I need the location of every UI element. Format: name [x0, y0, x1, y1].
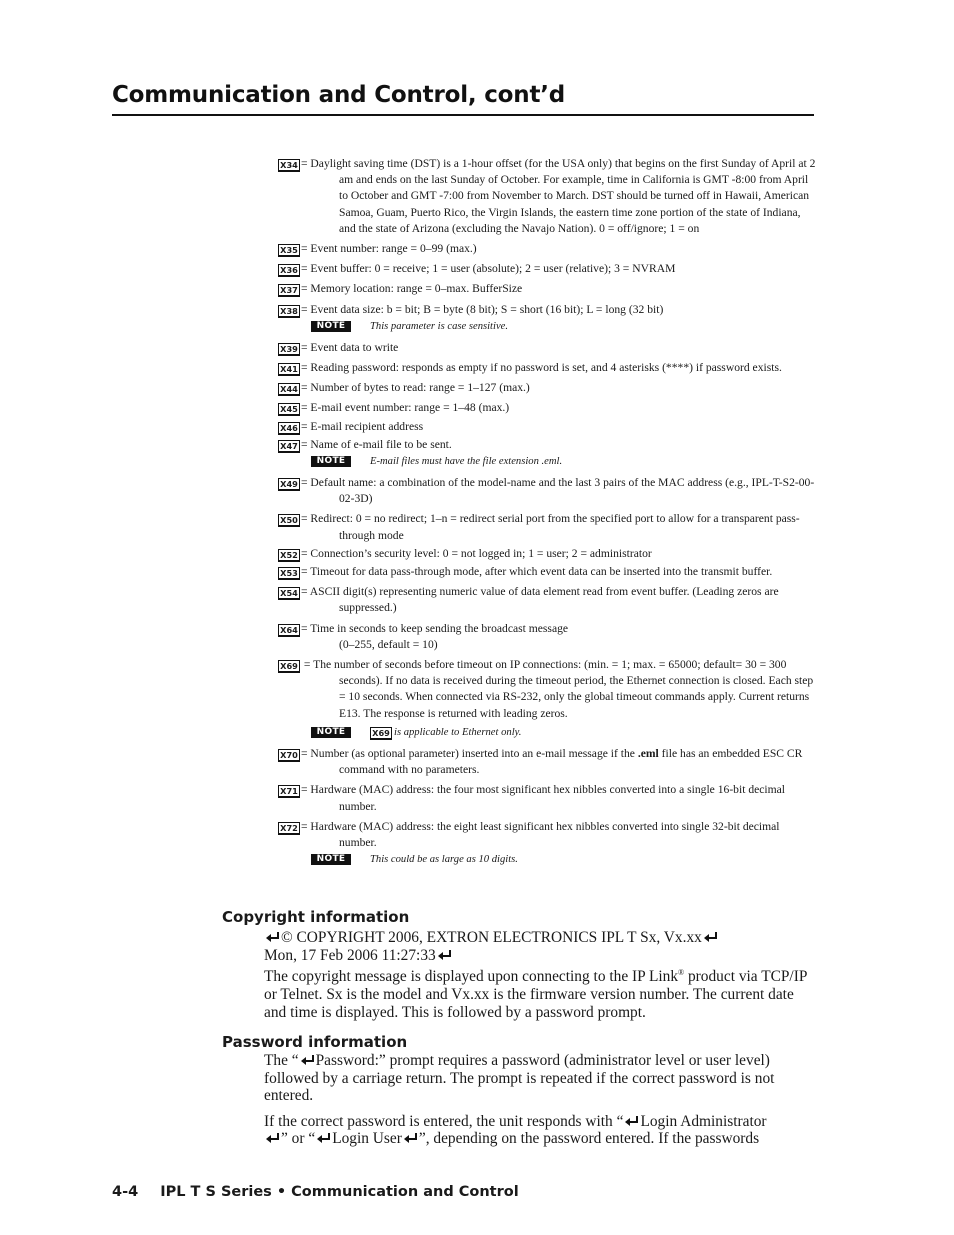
var-tag: X53: [278, 567, 300, 580]
page-title: Communication and Control, cont’d: [112, 82, 566, 108]
var-x50: [278, 511, 818, 543]
var-tag: X34: [278, 159, 300, 172]
var-x36: [278, 261, 818, 277]
var-text: = Default name: a combination of the model-name and the last 3 pairs of the MAC address (e.g., IPL-T-S2-00-02-3D): [301, 476, 815, 506]
return-arrow-icon: [403, 1132, 418, 1144]
var-tag: X49: [278, 478, 300, 491]
var-tag: X44: [278, 383, 300, 396]
copyright-section: [264, 929, 816, 1021]
note-x72: [278, 853, 818, 867]
var-tag: X46: [278, 422, 300, 435]
header-rule: [112, 114, 814, 116]
page-number: 4-4: [112, 1184, 139, 1200]
var-x54: [278, 584, 818, 616]
var-tag: X39: [278, 343, 300, 356]
var-x70: [278, 746, 818, 778]
var-text: = Timeout for data pass-through mode, after which event data can be inserted into the transmit buffer.: [301, 565, 773, 579]
var-x46: [278, 419, 818, 435]
copyright-paragraph-end: product via TCP/IP or Telnet. Sx is the model and Vx.xx is the firmware version number. The current date and time is displayed. This is followed by a password prompt.: [264, 968, 807, 1021]
var-tag: X36: [278, 264, 300, 277]
page-footer: [112, 1184, 519, 1200]
var-tag: X35: [278, 244, 300, 257]
note-badge: NOTE: [311, 456, 351, 467]
note-text: is applicable to Ethernet only.: [394, 726, 522, 738]
var-x35: [278, 241, 818, 257]
var-tag: X69: [278, 660, 300, 673]
var-tag: X71: [278, 785, 300, 798]
note-x69: [278, 726, 818, 740]
password-p2-or: ” or “: [281, 1130, 316, 1148]
var-tag: X54: [278, 587, 300, 600]
var-x38: [278, 302, 818, 318]
login-admin-text: Login Administrator: [640, 1112, 767, 1130]
var-x49: [278, 475, 818, 507]
var-text: = Name of e-mail file to be sent.: [301, 437, 452, 451]
password-p1-start: The “: [264, 1052, 299, 1069]
copyright-line-2: [264, 947, 816, 965]
password-paragraph-1: [264, 1052, 816, 1105]
copyright-line-2-text: Mon, 17 Feb 2006 11:27:33: [264, 946, 436, 964]
copyright-line-1-text: © COPYRIGHT 2006, EXTRON ELECTRONICS IPL T Sx, Vx.xx: [281, 929, 702, 946]
var-text: = Event buffer: 0 = receive; 1 = user (absolute); 2 = user (relative); 3 = NVRAM: [301, 262, 676, 276]
note-badge: NOTE: [311, 727, 351, 738]
variable-definitions: [278, 156, 818, 873]
password-section: [264, 1052, 816, 1148]
footer-text: IPL T S Series • Communication and Control: [160, 1184, 519, 1200]
copyright-paragraph: [264, 964, 816, 1021]
var-text: = Connection’s security level: 0 = not logged in; 1 = user; 2 = administrator: [301, 546, 652, 560]
var-tag: X45: [278, 403, 300, 416]
var-text: = Time in seconds to keep sending the broadcast message: [301, 621, 569, 635]
var-tag: X52: [278, 549, 300, 562]
var-x39: [278, 340, 818, 356]
var-tag: X37: [278, 284, 300, 297]
var-text: = Daylight saving time (DST) is a 1-hour offset (for the USA only) that begins on the first Sunday of April at 2 am and ends on the last Sunday of October. For example, time in California is GMT -8:00 from April to October and GMT -7:00 from November to March. DST should be turned off in Hawaii, American Samoa, Guam, Puerto Rico, the Virgin Islands, the eastern time zone portion of the state of Indiana, and the state of Arizona (excluding the Navajo Nation). 0 = off/ignore; 1 = on: [301, 157, 816, 235]
note-text: This parameter is case sensitive.: [370, 320, 508, 332]
var-text: = Hardware (MAC) address: the four most significant hex nibbles converted into a single 16-bit decimal number.: [301, 783, 786, 813]
var-x64: [278, 621, 818, 653]
return-arrow-icon: [265, 931, 280, 943]
return-arrow-icon: [437, 949, 452, 961]
password-p2-end: ”, depending on the password entered. If the passwords: [418, 1130, 760, 1148]
var-text: = Reading password: responds as empty if no password is set, and 4 asterisks (****) if password exists.: [301, 361, 782, 375]
note-x47: [278, 455, 818, 469]
var-text: = The number of seconds before timeout on IP connections: (min. = 1; max. = 65000; default= 30 = 300 seconds). If no data is received during the timeout period, the Ethernet connection is closed. Each step = 10 seconds. When connected via RS-232, only the global timeout commands apply. Current returns E13. The response is returned with leading zeros.: [301, 658, 814, 720]
var-text: = Redirect: 0 = no redirect; 1–n = redirect serial port from the specified port to allow for a transparent pass-through mode: [301, 512, 800, 542]
password-paragraph-2: [264, 1113, 816, 1148]
var-tag: X64: [278, 624, 300, 637]
note-var-tag: X69: [370, 727, 392, 740]
var-tag: X47: [278, 440, 300, 453]
login-user-text: Login User: [332, 1130, 402, 1148]
var-text: = E-mail event number: range = 1–48 (max.): [301, 401, 510, 415]
var-text: = Memory location: range = 0–max. BufferSize: [301, 282, 523, 296]
var-tag: X72: [278, 822, 300, 835]
return-arrow-icon: [300, 1054, 315, 1066]
note-badge: NOTE: [311, 321, 351, 332]
var-text: = Number (as optional parameter) inserted into an e-mail message if the: [301, 746, 638, 760]
var-text-continued: (0–255, default = 10): [339, 637, 438, 651]
var-text: = Number of bytes to read: range = 1–127 (max.): [301, 381, 530, 395]
note-x38: [278, 320, 818, 334]
note-text: E-mail files must have the file extension .eml.: [370, 456, 563, 468]
var-x52: [278, 546, 818, 562]
var-text-end: file has an embedded ESC CR command with no parameters.: [339, 746, 803, 777]
return-arrow-icon: [703, 931, 718, 943]
var-x45: [278, 400, 818, 416]
password-heading: Password information: [222, 1033, 408, 1051]
copyright-paragraph-start: The copyright message is displayed upon connecting to the IP Link: [264, 968, 679, 986]
var-text: = Event data to write: [301, 340, 399, 354]
var-tag: X41: [278, 363, 300, 376]
var-text: = Event data size: b = bit; B = byte (8 bit); S = short (16 bit); L = long (32 bit): [301, 302, 664, 316]
var-text-bold: .eml: [637, 746, 659, 760]
var-x71: [278, 782, 818, 814]
return-arrow-icon: [265, 1132, 280, 1144]
var-x34: [278, 156, 818, 237]
registered-mark: ®: [678, 968, 685, 978]
var-x44: [278, 380, 818, 396]
var-x47: [278, 437, 818, 453]
note-badge: NOTE: [311, 854, 351, 865]
var-text: = ASCII digit(s) representing numeric value of data element read from event buffer. (Leading zeros are suppressed.): [301, 585, 779, 615]
var-text: = Hardware (MAC) address: the eight least significant hex nibbles converted into single 32-bit decimal number.: [301, 819, 780, 849]
var-x53: [278, 564, 818, 580]
note-text: This could be as large as 10 digits.: [370, 854, 518, 866]
var-x41: [278, 360, 818, 376]
return-arrow-icon: [624, 1115, 639, 1127]
var-tag: X38: [278, 305, 300, 318]
var-x72: [278, 819, 818, 851]
copyright-heading: Copyright information: [222, 908, 410, 926]
password-p2-start: If the correct password is entered, the unit responds with “: [264, 1112, 624, 1130]
password-p1-end: Password:” prompt requires a password (administrator level or user level) followed by a carriage return. The prompt is repeated if the correct password is not entered.: [264, 1052, 775, 1105]
var-x69: [278, 657, 818, 722]
var-tag: X70: [278, 749, 300, 762]
return-arrow-icon: [316, 1132, 331, 1144]
copyright-line-1: [264, 929, 816, 947]
var-tag: X50: [278, 514, 300, 527]
var-x37: [278, 281, 818, 297]
var-text: = Event number: range = 0–99 (max.): [301, 242, 477, 256]
var-text: = E-mail recipient address: [301, 419, 424, 433]
